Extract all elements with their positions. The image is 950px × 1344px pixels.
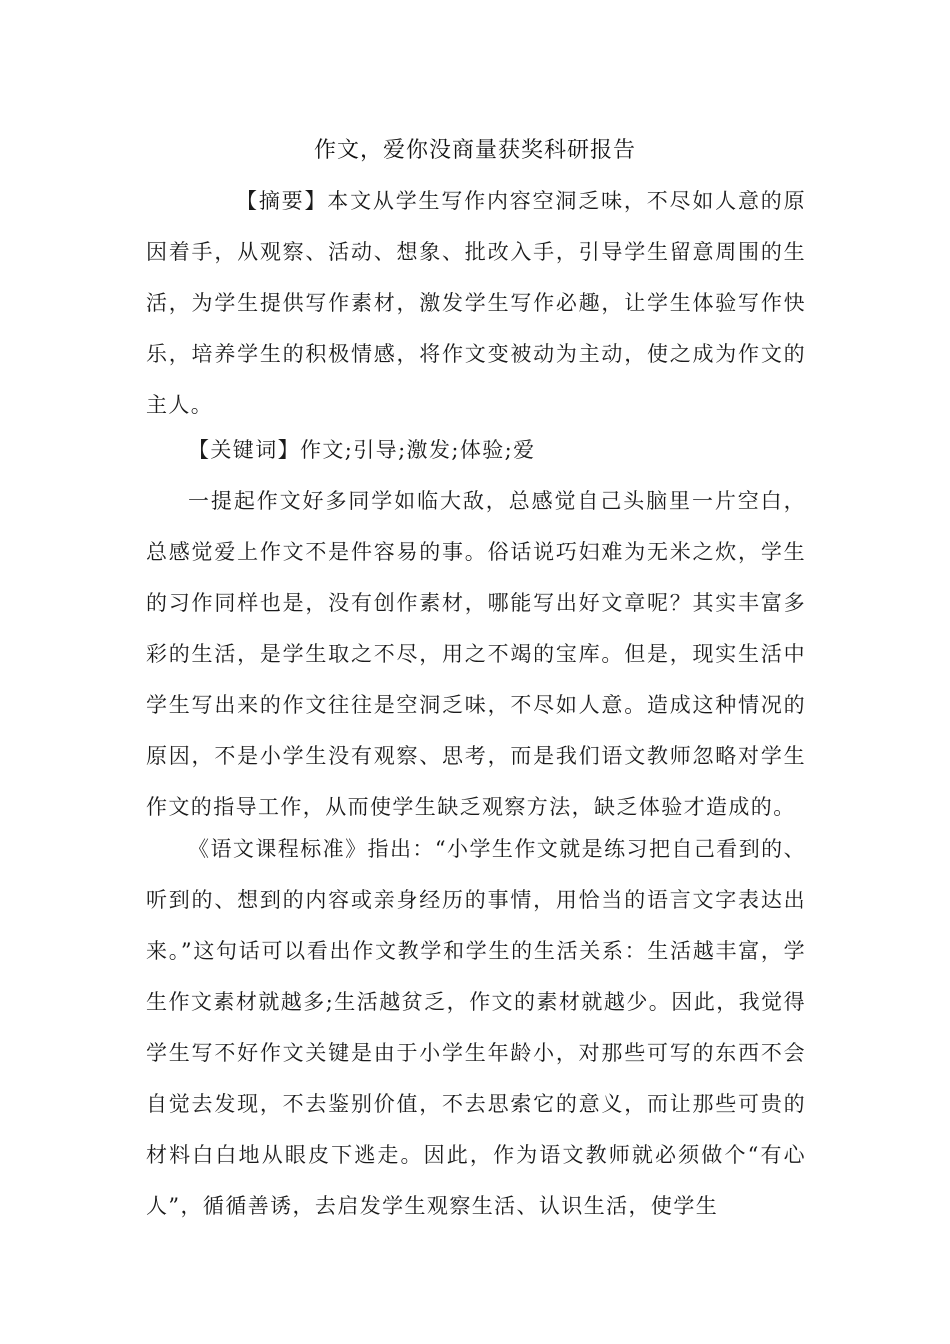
document-title: 作文，爱你没商量获奖科研报告 <box>313 138 636 163</box>
abstract-paragraph: 【摘要】本文从学生写作内容空洞乏味，不尽如人意的原因着手，从观察、活动、想象、批改入手，引导学生留意周围的生活，为学生提供写作素材，激发学生写作必趣，让学生体验写作快乐，培养学生的积极情感，将作文变被动为主动，使之成为作文的主人。 <box>146 189 806 417</box>
body-paragraph-1: 一提起作文好多同学如临大敌，总感觉自己头脑里一片空白，总感觉爱上作文不是件容易的事。俗话说巧妇难为无米之炊，学生的习作同样也是，没有创作素材，哪能写出好文章呢？其实丰富多彩的生活，是学生取之不尽，用之不竭的宝库。但是，现实生活中学生写出来的作文往往是空洞乏味，不尽如人意。造成这种情况的原因，不是小学生没有观察、思考，而是我们语文教师忽略对学生作文的指导工作，从而使学生缺乏观察方法，缺乏体验才造成的。 <box>146 489 806 819</box>
keywords-paragraph: 【关键词】作文;引导;激发;体验;爱 <box>188 438 536 462</box>
body-paragraph-2: 《语文课程标准》指出：“小学生作文就是练习把自己看到的、听到的、想到的内容或亲身经历的事情，用恰当的语言文字表达出来。”这句话可以看出作文教学和学生的生活关系：生活越丰富，学生作文素材就越多;生活越贫乏，作文的素材就越少。因此，我觉得学生写不好作文关键是由于小学生年龄小，对那些可写的东西不会自觉去发现，不去鉴别价值，不去思索它的意义，而让那些可贵的材料白白地从眼皮下逃走。因此，作为语文教师就必须做个“有心人”，循循善诱，去启发学生观察生活、认识生活，使学生 <box>146 837 806 1218</box>
